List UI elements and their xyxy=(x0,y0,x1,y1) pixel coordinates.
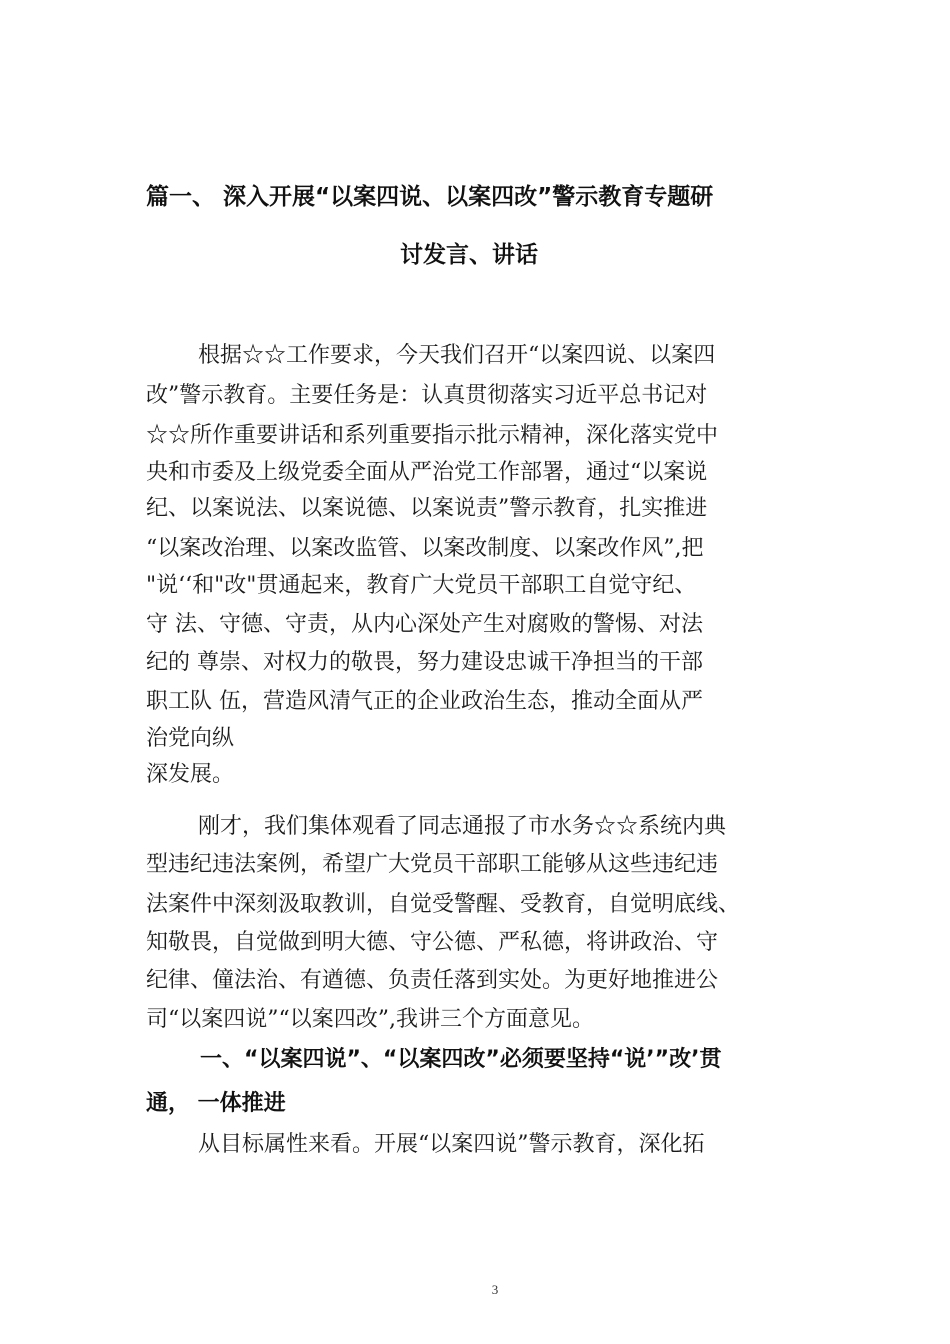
paragraph-1-line: 改”警示教育。主要任务是：认真贯彻落实习近平总书记对 xyxy=(146,383,708,408)
document-title-line-1: 篇一、 深入开展“以案四说、以案四改”警示教育专题研 xyxy=(146,184,714,210)
paragraph-1-line: 纪的 尊崇、对权力的敬畏，努力建设忠诚干净担当的干部 xyxy=(146,650,703,675)
section-1-heading-line-1: 一、“以案四说”、“以案四改”必须要坚持“说’”改’贯 xyxy=(200,1047,722,1072)
paragraph-2-line: 知敬畏，自觉做到明大德、守公德、严私德，将讲政治、守 xyxy=(146,930,719,955)
paragraph-1-line: 根据☆☆工作要求，今天我们召开“以案四说、以案四 xyxy=(198,343,716,368)
paragraph-1-line: “以案改治理、以案改监管、以案改制度、以案改作风”,把 xyxy=(146,536,704,561)
section-1-heading-line-2: 通， 一体推进 xyxy=(146,1091,286,1116)
paragraph-1-line: 职工队 伍，营造风清气正的企业政治生态，推动全面从严 xyxy=(146,689,703,714)
paragraph-1-line: 守 法、守德、守责，从内心深处产生对腐败的警惕、对法 xyxy=(146,612,703,637)
document-title-line-2: 讨发言、讲话 xyxy=(400,242,538,268)
paragraph-2-line: 型违纪违法案例，希望广大党员干部职工能够从这些违纪违 xyxy=(146,852,719,877)
paragraph-1-line: 深发展。 xyxy=(146,762,235,787)
paragraph-1-line: 纪、以案说法、以案说德、以案说责”警示教育，扎实推进 xyxy=(146,496,708,521)
paragraph-1-line: 央和市委及上级党委全面从严治党工作部署，通过“以案说 xyxy=(146,460,708,485)
paragraph-2-line: 司“以案四说”“以案四改”,我讲三个方面意见。 xyxy=(146,1007,594,1032)
paragraph-2-line: 纪律、僮法治、有遒德、负责任落到实处。为更好地推进公 xyxy=(146,968,719,993)
paragraph-1-line: "说‘‘和"改"贯通起来，教育广大党员干部职工自觉守纪、 xyxy=(146,573,697,598)
paragraph-2-line: 刚才，我们集体观看了同志通报了市水务☆☆系统内典 xyxy=(198,814,727,839)
paragraph-2-line: 法案件中深刻汲取教训，自觉受警醒、受教育，自觉明底线、 xyxy=(146,892,741,917)
paragraph-3-line: 从目标属性来看。开展“以案四说”警示教育，深化拓 xyxy=(198,1132,705,1157)
page-number: 3 xyxy=(491,1282,499,1297)
paragraph-1-line: 治党向纵 xyxy=(146,726,235,751)
paragraph-1-line: ☆☆所作重要讲话和系列重要指示批示精神，深化落实党中 xyxy=(146,423,719,448)
